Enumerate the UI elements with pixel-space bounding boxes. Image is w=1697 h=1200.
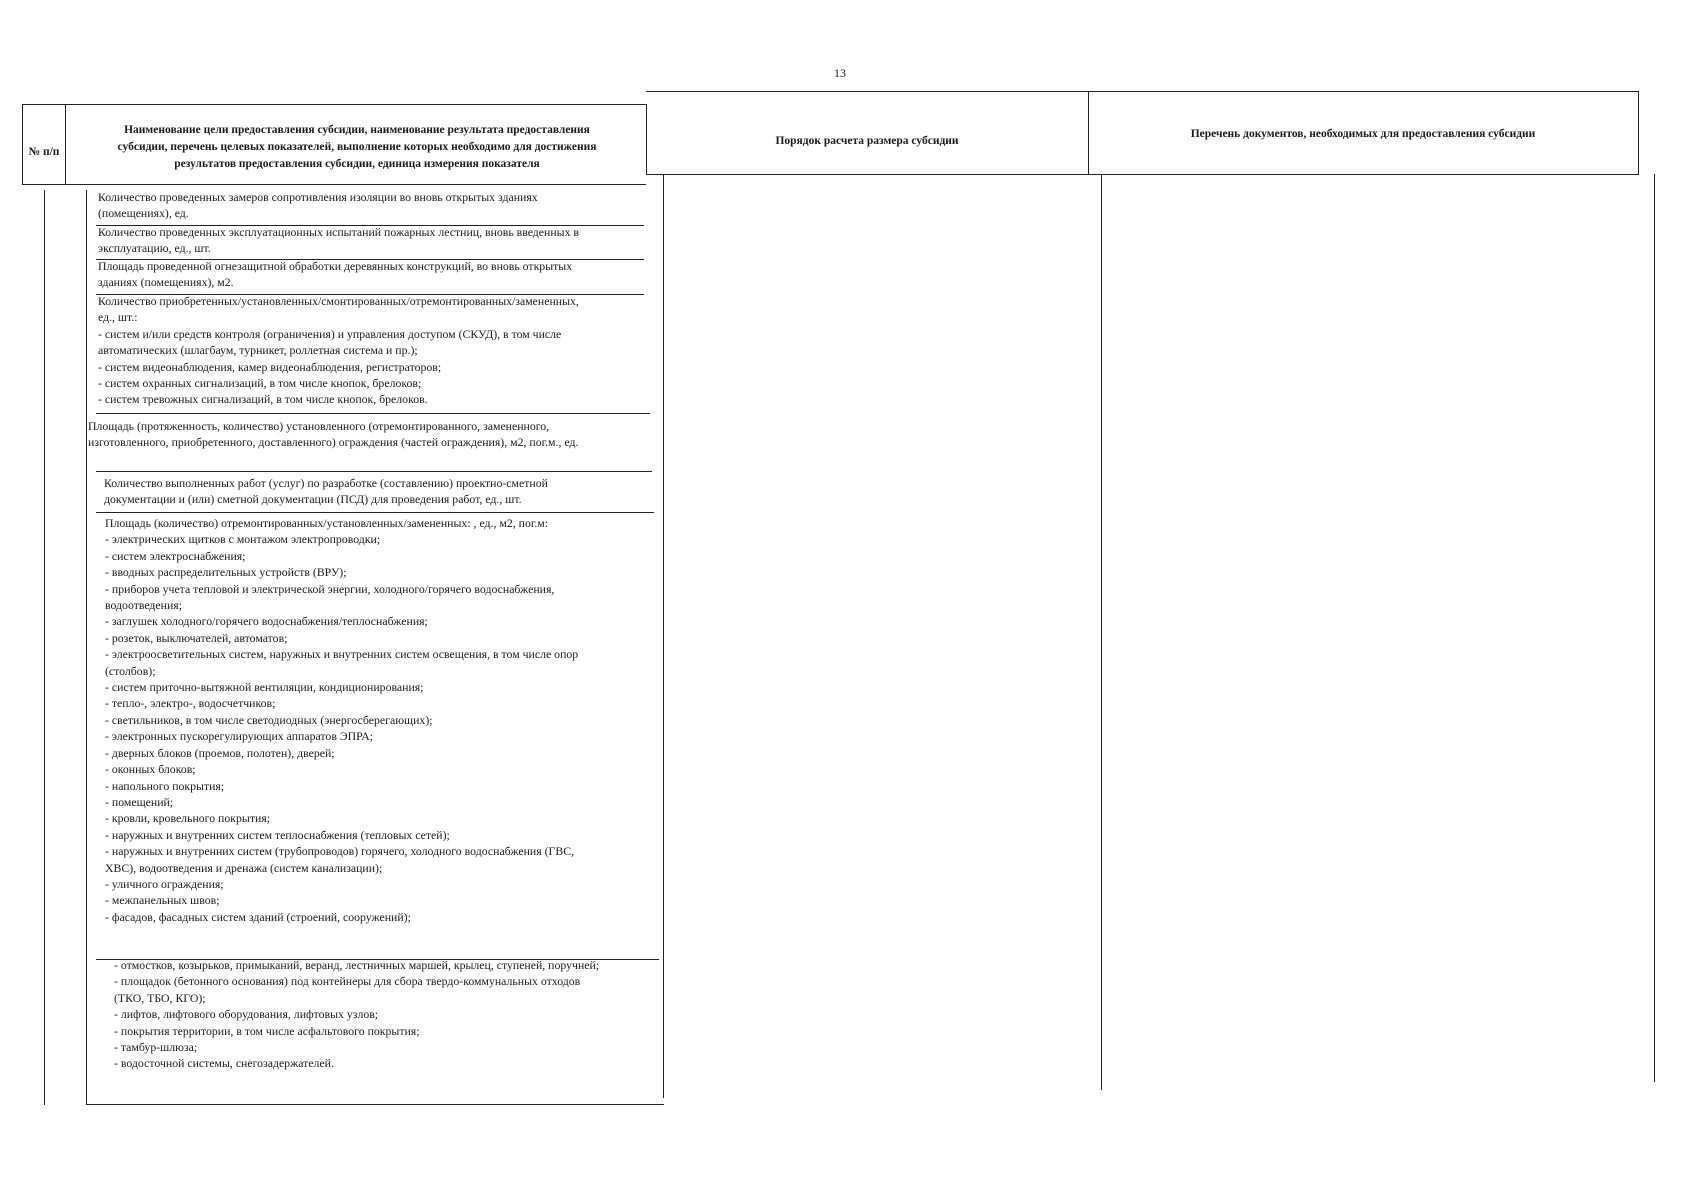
table-row — [88, 418, 652, 451]
row-line: - заглушек холодного/горячего водоснабжения/теплоснабжения; — [105, 614, 428, 629]
row-line: ед., шт.: — [98, 310, 138, 325]
row-line: зданиях (помещениях), м2. — [98, 275, 234, 290]
row-line: - систем тревожных сигнализаций, в том числе кнопок, брелоков. — [98, 392, 428, 407]
row-line: - фасадов, фасадных систем зданий (строений, сооружений); — [105, 909, 411, 924]
row-line: - светильников, в том числе светодиодных (энергосберегающих); — [105, 712, 433, 727]
col-divider-calc — [646, 104, 647, 174]
header-name-line: Наименование цели предоставления субсидии, наименование результата предоставления — [124, 124, 590, 136]
row-line: - площадок (бетонного основания) под контейнеры для сбора твердо-коммунальных отходов — [114, 974, 581, 989]
header-number: № п/п — [28, 146, 60, 158]
row-line: - розеток, выключателей, автоматов; — [105, 630, 288, 645]
row-line: (помещениях), ед. — [98, 206, 189, 221]
row-line: - межпанельных швов; — [105, 893, 220, 908]
row-separator — [96, 413, 650, 414]
row-line: автоматических (шлагбаум, турникет, роллетная система и пр.); — [98, 343, 418, 358]
row-line: - отмостков, козырьков, примыканий, веранд, лестничных маршей, крылец, ступеней, поручней; — [114, 958, 600, 972]
row-line: - лифтов, лифтового оборудования, лифтовых узлов; — [114, 1007, 379, 1022]
header-docs: Перечень документов, необходимых для предоставления субсидии — [1190, 128, 1536, 140]
header-name — [70, 122, 644, 173]
table-row — [105, 515, 657, 925]
row-line: - систем приточно-вытяжной вентиляции, кондиционирования; — [105, 680, 424, 695]
row-separator — [96, 512, 654, 513]
table-row — [114, 957, 662, 1072]
row-line: Количество проведенных замеров сопротивления изоляции во вновь открытых зданиях — [98, 190, 538, 204]
row-line: Площадь (протяженность, количество) установленного (отремонтированного, замененного, — [88, 419, 550, 433]
row-line: - оконных блоков; — [105, 762, 196, 777]
table-row — [104, 475, 652, 508]
row-line: - кровли, кровельного покрытия; — [105, 811, 270, 826]
row-line: - тамбур-шлюза; — [114, 1040, 198, 1055]
row-line: Количество выполненных работ (услуг) по разработке (составлению) проектно-сметной — [104, 476, 548, 490]
row-line: - наружных и внутренних систем (трубопроводов) горячего, холодного водоснабжения (ГВС, — [105, 844, 575, 859]
header-bottom-border-right — [646, 174, 1639, 175]
col-divider-name-left — [86, 190, 87, 1105]
table-bottom-border — [86, 1104, 664, 1105]
row-separator — [96, 471, 652, 472]
table-right-border — [1638, 91, 1639, 174]
row-line: - водосточной системы, снегозадержателей. — [114, 1056, 334, 1071]
row-line: - вводных распределительных устройств (ВРУ); — [105, 565, 347, 580]
col-divider-docs-body — [1101, 174, 1102, 1090]
row-line: - напольного покрытия; — [105, 778, 225, 793]
table-row — [98, 293, 654, 408]
row-line: - приборов учета тепловой и электрической энергии, холодного/горячего водоснабжения, — [105, 581, 555, 596]
row-line: документации и (или) сметной документации (ПСД) для проведения работ, ед., шт. — [104, 492, 522, 507]
row-line: - покрытия территории, в том числе асфальтового покрытия; — [114, 1023, 420, 1038]
row-line: (ТКО, ТБО, КГО); — [114, 990, 206, 1005]
header-name-line: результатов предоставления субсидии, единица измерения показателя — [174, 158, 540, 170]
table-row — [98, 189, 646, 222]
row-line: - тепло-, электро-, водосчетчиков; — [105, 696, 276, 711]
page-number: 13 — [834, 66, 846, 80]
row-line: - электроосветительных систем, наружных и внутренних систем освещения, в том числе опор — [105, 647, 579, 662]
header-bottom-border — [22, 184, 646, 185]
row-line: - помещений; — [105, 794, 174, 809]
row-line: (столбов); — [105, 663, 156, 678]
row-line: Площадь проведенной огнезащитной обработки деревянных конструкций, во вновь открытых — [98, 259, 573, 273]
col-divider-docs — [1088, 91, 1089, 174]
row-line: - дверных блоков (проемов, полотен), дверей; — [105, 745, 335, 760]
header-calc: Порядок расчета размера субсидии — [775, 135, 959, 147]
col-divider-num-body — [44, 190, 45, 1105]
table-row — [98, 224, 646, 257]
row-line: - систем охранных сигнализаций, в том числе кнопок, брелоков; — [98, 376, 422, 391]
row-line: изготовленного, приобретенного, доставленного) ограждения (частей ограждения), м2, пог.м., ед. — [88, 435, 579, 450]
row-line: Количество проведенных эксплуатационных испытаний пожарных лестниц, вновь введенных в — [98, 225, 580, 239]
row-line: - систем и/или средств контроля (ограничения) и управления доступом (СКУД), в том числе — [98, 326, 562, 341]
row-line: - систем видеонаблюдения, камер видеонаблюдения, регистраторов; — [98, 359, 442, 374]
table-right-border-body — [1654, 174, 1655, 1082]
table-top-border — [22, 104, 646, 105]
col-divider-name-right — [663, 174, 664, 1098]
row-line: эксплуатацию, ед., шт. — [98, 241, 211, 256]
row-line: Площадь (количество) отремонтированных/установленных/замененных: , ед., м2, пог.м: — [105, 516, 549, 530]
row-line: ХВС), водоотведения и дренажа (систем канализации); — [105, 860, 383, 875]
row-line: Количество приобретенных/установленных/смонтированных/отремонтированных/замененных, — [98, 294, 579, 308]
row-line: - электронных пускорегулирующих аппаратов ЭПРА; — [105, 729, 373, 744]
row-line: - уличного ограждения; — [105, 876, 224, 891]
header-name-line: субсидии, перечень целевых показателей, выполнение которых необходимо для достижения — [117, 141, 597, 153]
table-top-border-right — [646, 91, 1638, 92]
row-line: - наружных и внутренних систем теплоснабжения (тепловых сетей); — [105, 827, 450, 842]
col-divider-num — [65, 104, 66, 184]
row-line: водоотведения; — [105, 598, 182, 613]
row-line: - электрических щитков с монтажом электропроводки; — [105, 532, 381, 547]
table-row — [98, 258, 646, 291]
row-line: - систем электроснабжения; — [105, 548, 246, 563]
